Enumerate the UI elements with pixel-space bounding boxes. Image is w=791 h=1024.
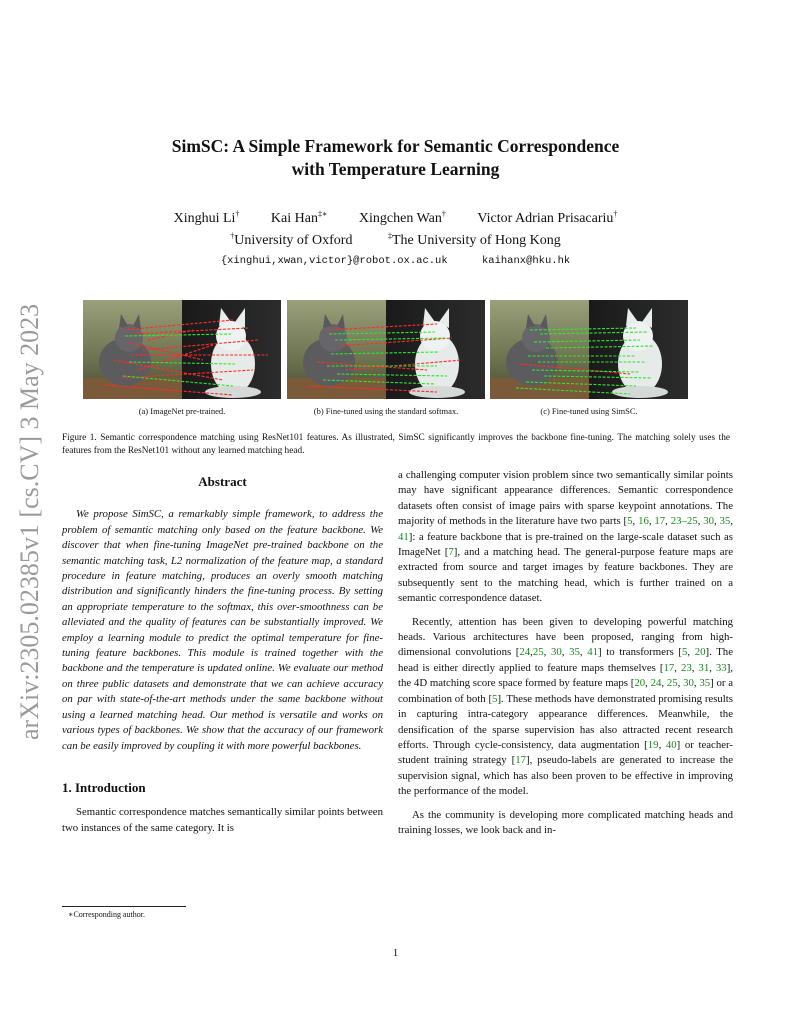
citation-link[interactable]: 30: [550, 646, 562, 659]
citation-link[interactable]: 17: [515, 754, 526, 767]
citation-link[interactable]: 35: [719, 515, 731, 528]
citation-link[interactable]: 17: [663, 661, 675, 674]
citation-link[interactable]: 20: [694, 646, 706, 659]
email: {xinghui,xwan,victor}@robot.ox.ac.uk: [220, 255, 448, 267]
page-number: 1: [392, 947, 399, 959]
citation-link[interactable]: 35: [699, 677, 711, 690]
citation-link[interactable]: 25: [532, 646, 544, 659]
citation-link[interactable]: 5: [681, 646, 688, 659]
intro-paragraph-left: Semantic correspondence matches semantically similar points between two instances of the same category. It is: [62, 806, 383, 834]
figure-subcaption-b: (b) Fine-tuned using the standard softmax.: [313, 406, 459, 416]
citation-link[interactable]: 33: [715, 661, 727, 674]
citation-link[interactable]: 5: [492, 692, 498, 705]
abstract-heading: Abstract: [198, 474, 247, 489]
paper-title-line2: with Temperature Learning: [291, 159, 500, 179]
citation-link[interactable]: 24: [650, 677, 662, 690]
intro-paragraph-1: a challenging computer vision problem since two semantically similar points may have significant appearance differences. Semantic correspondence datasets often consist of image pairs with sparse keypoint annotations. The majority of methods in the literature have two parts [5, 16, 17, 23–25, 30, 35, 41]: a feature backbone that is pre-trained on the large-scale dataset such as ImageNet [7], and a matching head. The general-purpose feature maps are extracted from source and target images by feature backbones. They are subsequently sent to the matching head, which is further trained on a semantic correspondence dataset.: [398, 469, 734, 605]
figure-panel-simsc: [490, 300, 688, 399]
section-heading-introduction: 1. Introduction: [62, 779, 146, 795]
author-list: [0, 209, 791, 227]
footnote-rule: [62, 906, 186, 907]
email-list: [0, 255, 791, 267]
paper-title-line1: SimSC: A Simple Framework for Semantic Correspondence: [171, 136, 620, 156]
citation-link[interactable]: 24: [519, 646, 531, 659]
figure-panel-imagenet: [83, 300, 281, 399]
intro-paragraph-2: Recently, attention has been given to developing powerful matching heads. Various architectures have been proposed, ranging from high-dimensional convolutions [24,25, 30, 35, 41] to transformers [5, 20]. The head is either directly applied to feature maps themselves [17, 23, 31, 33], the 4D matching score space formed by feature maps [20, 24, 25, 30, 35] or a combination of both [5]. These methods have demonstrated promising results in capturing intra-category appearance differences. Meanwhile, the densification of the sparse supervision has also attracted recent research efforts. Through cycle-consistency, data augmentation [19, 40] or teacher-student training strategy [17], pseudo-labels are generated to increase the supervision signal, which has also been proven to be effective in improving the performance of the model.: [398, 615, 734, 798]
affiliation-list: [0, 231, 791, 249]
citation-link[interactable]: 23–25: [670, 515, 698, 528]
citation-link[interactable]: 31: [698, 661, 710, 674]
author: Kai Han‡∗: [270, 209, 328, 226]
author: Xinghui Li†: [173, 209, 240, 226]
author: Victor Adrian Prisacariu†: [477, 209, 618, 226]
arxiv-stamp: [0, 265, 50, 745]
citation-link[interactable]: 19: [647, 738, 659, 751]
figure-subcaption-a: (a) ImageNet pre-trained.: [138, 406, 226, 416]
affiliation: †University of Oxford: [230, 231, 353, 248]
author: Xingchen Wan†: [358, 209, 446, 226]
citation-link[interactable]: 40: [665, 738, 677, 751]
citation-link[interactable]: 5: [627, 515, 633, 528]
figure-subcaption-c: (c) Fine-tuned using SimSC.: [540, 406, 638, 416]
citation-link[interactable]: 25: [666, 677, 678, 690]
citation-link[interactable]: 41: [398, 530, 409, 543]
citation-link[interactable]: 35: [569, 646, 580, 659]
abstract-body: We propose SimSC, a remarkably simple framework, to address the problem of semantic matching only based on the feature backbone. We discover that when fine-tuning ImageNet pre-trained backbone on the semantic matching task, L2 normalization of the feature map, a standard procedure in feature matching, produces an overly smooth matching distribution and significantly hinders the fine-tuning process. By setting an appropriate temperature to the softmax, this over-smoothness can be alleviated and the quality of features can be substantially improved. We employ a learning module to predict the optimal temperature for fine-tuning feature backbones. This module is trained together with the backbone and the temperature is updated online. We evaluate our method on three public datasets and demonstrate that we can achieve accuracy on par with state-of-the-art methods under the same backbone without using a learned matching head. Our method is versatile and works on various types of backbones. We show that the accuracy of our framework can be easily improved by coupling it with more powerful backbones.: [62, 508, 383, 752]
affiliation: ‡The University of Hong Kong: [387, 231, 561, 248]
intro-paragraph-3: As the community is developing more complicated matching heads and training losses, we look back and in-: [398, 808, 733, 836]
figure-panel-softmax: [287, 300, 485, 399]
left-column: [62, 470, 383, 836]
arxiv-stamp-text: arXiv:2305.02385v1 [cs.CV] 3 May 2023: [15, 303, 44, 740]
citation-link[interactable]: 20: [634, 677, 646, 690]
figure-caption: Figure 1. Semantic correspondence matching using ResNet101 features. As illustrated, SimSC significantly improves the backbone fine-tuning. The matching solely uses the features from the ResNet101 without any learned matching head.: [62, 433, 730, 456]
citation-link[interactable]: 41: [587, 646, 598, 659]
citation-link[interactable]: 17: [654, 515, 666, 528]
citation-link[interactable]: 30: [683, 677, 694, 690]
citation-link[interactable]: 23: [680, 661, 692, 674]
citation-link[interactable]: 16: [638, 515, 649, 528]
citation-link[interactable]: 30: [703, 515, 714, 528]
email: kaihanx@hku.hk: [481, 255, 571, 267]
right-column: [398, 468, 733, 838]
citation-link[interactable]: 7: [448, 546, 454, 559]
footnote: ∗Corresponding author.: [68, 910, 145, 919]
